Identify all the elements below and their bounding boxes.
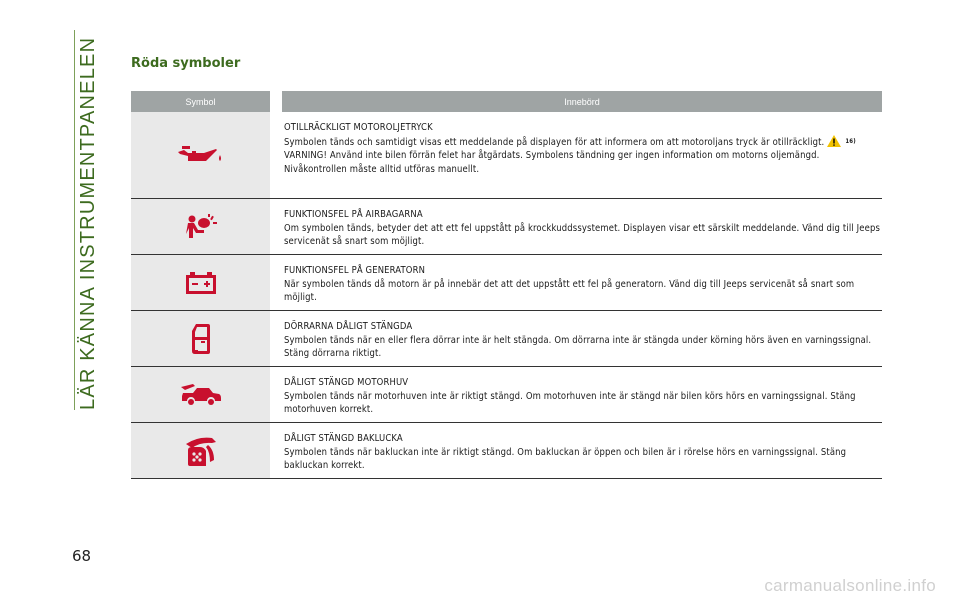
symbol-description: När symbolen tänds då motorn är på innebär det att det uppstått ett fel på generatorn. Vänd dig till Jeeps servicenät så snart som möjligt. — [284, 278, 855, 304]
symbol-title: OTILLRÄCKLIGT MOTOROLJETRYCK — [284, 122, 433, 133]
symbol-description: Symbolen tänds när motorhuven inte är riktigt stängd. Om motorhuven inte är stängd när bilen körs hörs en varningssignal. Stäng motorhuven korrekt. — [284, 390, 856, 416]
column-header-meaning: Innebörd — [282, 91, 882, 112]
chapter-title: LÄR KÄNNA INSTRUMENTPANELEN — [74, 30, 100, 410]
section-title: Röda symboler — [131, 56, 241, 71]
meaning-cell — [282, 255, 882, 310]
meaning-cell — [282, 311, 882, 366]
symbol-title: DÖRRARNA DÅLIGT STÄNGDA — [284, 321, 413, 332]
door-open-icon — [190, 323, 212, 355]
table-row — [131, 311, 882, 367]
symbol-title: FUNKTIONSFEL PÅ AIRBAGARNA — [284, 209, 423, 220]
table-row — [131, 255, 882, 311]
table-row — [131, 367, 882, 423]
symbol-cell — [131, 367, 270, 422]
meaning-cell — [282, 367, 882, 422]
symbol-title: FUNKTIONSFEL PÅ GENERATORN — [284, 265, 426, 276]
table-header — [131, 91, 882, 112]
airbag-icon — [184, 214, 218, 240]
symbol-warning: VARNING! Använd inte bilen förrän felet har åtgärdats. Symbolens tändning ger ingen information om motorns oljemängd. Nivåkontrollen måste alltid utföras manuellt. — [284, 150, 820, 175]
symbol-description: Symbolen tänds och samtidigt visas ett meddelande på displayen för att informera om att motoroljans tryck är otillräckligt. — [284, 136, 825, 148]
meaning-cell — [282, 112, 882, 198]
table-row — [131, 423, 882, 479]
warning-reference: 16) — [845, 137, 856, 145]
symbol-description: Symbolen tänds när en eller flera dörrar inte är helt stängda. Om dörrarna inte är stängda under körning hörs även en varningssignal. Stäng dörrarna riktigt. — [284, 334, 872, 360]
warning-triangle-icon — [827, 135, 841, 147]
meaning-cell — [282, 199, 882, 254]
page-number: 68 — [72, 547, 92, 565]
symbol-cell — [131, 311, 270, 366]
hood-open-icon — [179, 383, 223, 407]
symbol-title: DÅLIGT STÄNGD BAKLUCKA — [284, 433, 403, 444]
symbol-cell — [131, 423, 270, 478]
meaning-cell — [282, 423, 882, 478]
table-row — [131, 199, 882, 255]
watermark-logo: carmanualsonline.info — [764, 576, 936, 595]
column-header-symbol: Symbol — [131, 91, 270, 112]
symbol-cell — [131, 255, 270, 310]
symbol-cell — [131, 199, 270, 254]
table-row — [131, 112, 882, 199]
symbol-cell — [131, 112, 270, 198]
warning-symbols-table — [131, 91, 882, 479]
symbol-description: Om symbolen tänds, betyder det att ett fel uppstått på krockkuddssystemet. Displayen visar ett särskilt meddelande. Vänd dig till Jeeps servicenät så snart som möjligt. — [284, 222, 881, 248]
oil-can-icon — [176, 143, 226, 167]
symbol-description: Symbolen tänds när bakluckan inte är riktigt stängd. Om bakluckan är öppen och bilen är i rörelse hörs en varningssignal. Stäng bakluckan korrekt. — [284, 446, 847, 472]
symbol-title: DÅLIGT STÄNGD MOTORHUV — [284, 377, 409, 388]
battery-icon — [184, 271, 218, 295]
liftgate-open-icon — [184, 434, 218, 468]
